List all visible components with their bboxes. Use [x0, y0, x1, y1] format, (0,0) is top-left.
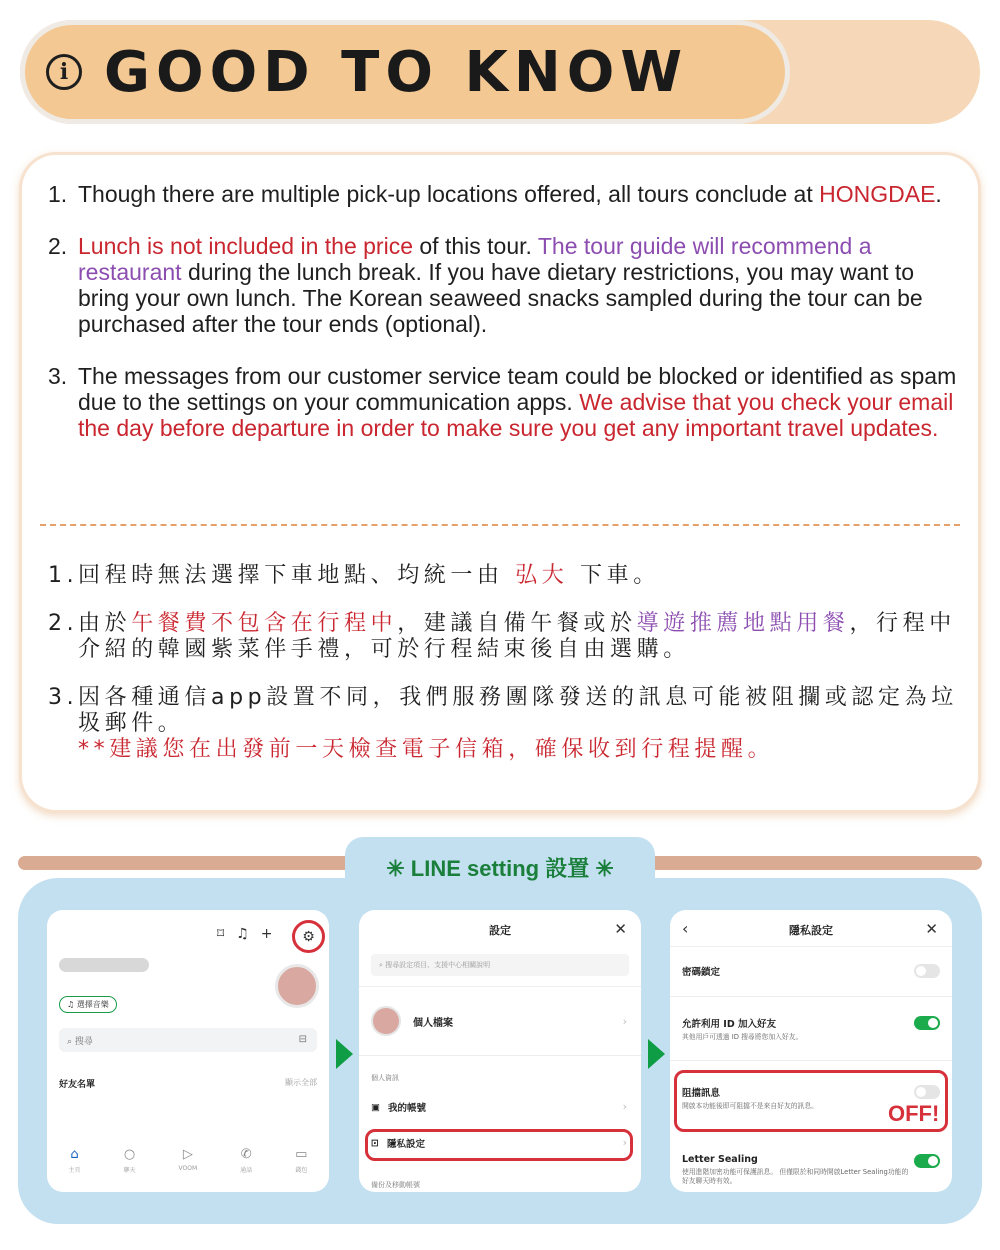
- header-title-group: [46, 32, 688, 112]
- note-number: 2.: [48, 611, 79, 636]
- close-icon[interactable]: ✕: [614, 920, 627, 938]
- note-number: 1.: [48, 181, 68, 207]
- lock-icon: ⊡: [371, 1137, 379, 1149]
- phone-home-screen: [47, 910, 329, 1192]
- phone-privacy-screen: [670, 910, 952, 1192]
- home-top-icons: [217, 926, 272, 942]
- arrow-right-icon: [336, 1039, 353, 1069]
- nav-wallet[interactable]: ▭ 錢包: [295, 1147, 308, 1174]
- search-icon: ⌕: [67, 1037, 75, 1047]
- setting-passcode-lock: 密碼鎖定: [682, 967, 721, 978]
- allow-id-toggle[interactable]: [914, 1016, 940, 1030]
- nav-home[interactable]: ⌂ 主頁: [68, 1147, 81, 1174]
- settings-search-input[interactable]: ⌕ 搜尋設定項目、支援中心相關說明: [371, 954, 629, 976]
- phone-settings-screen: [359, 910, 641, 1192]
- note-number: 1.: [48, 563, 79, 588]
- note-zh-3: [48, 685, 958, 763]
- off-label: OFF!: [888, 1101, 940, 1126]
- section-personal-info: 個人資訊: [371, 1074, 399, 1082]
- show-all-link[interactable]: 顯示全部: [285, 1078, 317, 1087]
- home-icon: ⌂: [70, 1147, 79, 1162]
- avatar[interactable]: [275, 964, 319, 1008]
- note-text: 由於午餐費不包含在行程中，建議自備午餐或於導遊推薦地點用餐，行程中介紹的韓國紫菜伴手禮，可於行程結束後自由選購。: [78, 611, 956, 662]
- note-text: 因各種通信app設置不同，我們服務團隊發送的訊息可能被阻攔或認定為垃圾郵件。 **建議您在出發前一天檢查電子信箱，確保收到行程提醒。: [78, 685, 958, 762]
- nav-chat[interactable]: ○ 聊天: [123, 1147, 136, 1174]
- note-text: The messages from our customer service team could be blocked or identified as spam due to the settings on your communication apps. We advise that you check your email the day before departure in order to make sure you get any important travel updates.: [78, 363, 957, 441]
- bottom-nav: [47, 1147, 329, 1174]
- note-text: Lunch is not included in the price of this tour. The tour guide will recommend a restaurant during the lunch break. If you have dietary restrictions, you may want to bring your own lunch. The Korean seaweed snacks sampled during the tour can be purchased after the tour ends (optional).: [78, 233, 923, 337]
- chevron-right-icon: ›: [622, 1100, 627, 1113]
- header-title: GOOD TO KNOW: [104, 39, 689, 105]
- note-en-3: [48, 363, 958, 441]
- chevron-right-icon: ›: [622, 1136, 627, 1149]
- bell-icon[interactable]: ♫: [236, 926, 249, 942]
- add-friend-icon[interactable]: +: [260, 926, 273, 942]
- nav-voom[interactable]: ▷ VOOM: [178, 1147, 198, 1172]
- notice-card: [22, 155, 978, 810]
- note-number: 3.: [48, 685, 79, 710]
- play-icon: ▷: [182, 1147, 193, 1162]
- notes-english: [48, 181, 958, 441]
- note-en-2: [48, 233, 958, 337]
- passcode-toggle[interactable]: [914, 964, 940, 978]
- privacy-highlight: [365, 1129, 633, 1161]
- profile-name-placeholder: [59, 958, 149, 972]
- note-text: Though there are multiple pick-up locations offered, all tours conclude at HONGDAE.: [78, 181, 942, 207]
- wallet-icon: ▭: [295, 1147, 308, 1162]
- setting-allow-id: 允許利用 ID 加入好友 其他用戶可透過 ID 搜尋將您加入好友。: [682, 1019, 803, 1041]
- chevron-right-icon: ›: [622, 1015, 627, 1028]
- divider: [670, 1060, 952, 1061]
- settings-title: 設定: [489, 924, 511, 937]
- nav-calls[interactable]: ✆ 通話: [240, 1147, 253, 1174]
- divider: [359, 986, 641, 987]
- note-en-1: [48, 181, 958, 207]
- privacy-settings-row[interactable]: ⊡ 隱私設定: [371, 1137, 425, 1150]
- line-setting-title: ✳ LINE setting 設置 ✳: [345, 837, 655, 897]
- my-account-row[interactable]: ▣ 我的帳號: [371, 1101, 426, 1114]
- block-messages-toggle[interactable]: [914, 1085, 940, 1099]
- back-chevron-icon[interactable]: ‹: [682, 919, 689, 938]
- profile-row[interactable]: [371, 1006, 453, 1036]
- friends-list-label: 好友名單: [59, 1080, 96, 1090]
- divider: [359, 1055, 641, 1056]
- dashed-divider: [40, 524, 960, 526]
- note-number: 2.: [48, 233, 68, 259]
- scan-icon[interactable]: ⊟: [298, 1034, 307, 1045]
- id-card-icon: ▣: [371, 1101, 380, 1113]
- phone-icon: ✆: [240, 1147, 252, 1162]
- section-backup: 備份及移動帳號: [371, 1181, 420, 1189]
- divider: [670, 996, 952, 997]
- select-music-button[interactable]: ♫ 選擇音樂: [59, 996, 117, 1013]
- setting-letter-sealing: Letter Sealing 使用進階加密功能可保護訊息。 但僅限於和同時開啟Letter Sealing功能的好友聊天時有效。: [682, 1154, 909, 1185]
- search-icon: ⌕: [379, 961, 386, 969]
- profile-label: 個人檔案: [413, 1017, 453, 1029]
- bookmark-icon[interactable]: ⌑: [217, 926, 225, 942]
- letter-sealing-toggle[interactable]: [914, 1154, 940, 1168]
- divider: [670, 946, 952, 947]
- note-zh-1: [48, 563, 958, 589]
- avatar: [371, 1006, 401, 1036]
- info-circle-icon: i: [46, 54, 82, 90]
- chat-icon: ○: [123, 1147, 136, 1162]
- notes-chinese: [48, 563, 958, 785]
- note-zh-2: [48, 611, 958, 663]
- note-number: 3.: [48, 363, 68, 389]
- note-text: 回程時無法選擇下車地點、均統一由 弘大 下車。: [78, 563, 660, 588]
- home-search-input[interactable]: ⌕ 搜尋 ⊟: [59, 1028, 317, 1052]
- close-icon[interactable]: ✕: [925, 920, 938, 938]
- settings-gear-icon[interactable]: ⚙: [292, 920, 325, 953]
- setting-block-messages: 阻擋訊息 開啟本功能後即可阻擋不是來自好友的訊息。: [682, 1088, 818, 1110]
- arrow-right-icon: [648, 1039, 665, 1069]
- privacy-title: 隱私設定: [789, 924, 833, 937]
